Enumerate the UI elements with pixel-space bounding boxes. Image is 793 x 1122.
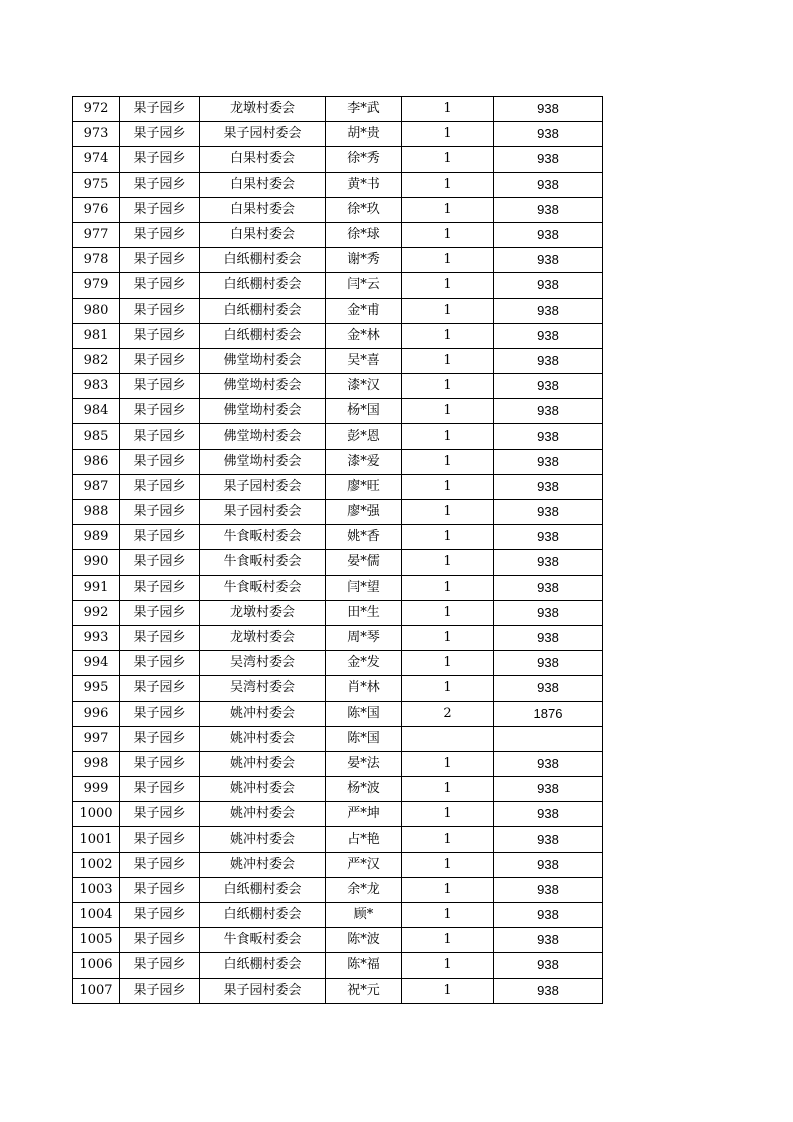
person-name-cell: 周*琴: [326, 625, 402, 650]
table-row: [73, 298, 603, 323]
amount-cell: 938: [494, 953, 603, 978]
row-number-cell: 986: [73, 449, 120, 474]
table-row: [73, 827, 603, 852]
amount-cell: 938: [494, 852, 603, 877]
table-row: [73, 449, 603, 474]
table-row: [73, 852, 603, 877]
row-number-cell: 998: [73, 751, 120, 776]
count-cell: 1: [402, 751, 494, 776]
count-cell: 1: [402, 172, 494, 197]
count-cell: 1: [402, 97, 494, 122]
count-cell: 1: [402, 500, 494, 525]
person-name-cell: 严*汉: [326, 852, 402, 877]
township-cell: 果子园乡: [120, 500, 200, 525]
village-committee-cell: 白纸棚村委会: [200, 298, 326, 323]
count-cell: 1: [402, 651, 494, 676]
township-cell: 果子园乡: [120, 676, 200, 701]
table-row: [73, 676, 603, 701]
table-row: [73, 928, 603, 953]
table-row: [73, 323, 603, 348]
person-name-cell: 陈*福: [326, 953, 402, 978]
table-row: [73, 172, 603, 197]
count-cell: 1: [402, 777, 494, 802]
amount-cell: 938: [494, 625, 603, 650]
row-number-cell: 987: [73, 474, 120, 499]
township-cell: 果子园乡: [120, 525, 200, 550]
row-number-cell: 978: [73, 248, 120, 273]
table-row: [73, 147, 603, 172]
person-name-cell: 陈*波: [326, 928, 402, 953]
village-committee-cell: 姚冲村委会: [200, 701, 326, 726]
village-committee-cell: 白纸棚村委会: [200, 903, 326, 928]
township-cell: 果子园乡: [120, 600, 200, 625]
table-row: [73, 625, 603, 650]
row-number-cell: 993: [73, 625, 120, 650]
row-number-cell: 974: [73, 147, 120, 172]
row-number-cell: 1007: [73, 978, 120, 1003]
row-number-cell: 1000: [73, 802, 120, 827]
amount-cell: 938: [494, 147, 603, 172]
count-cell: 1: [402, 903, 494, 928]
row-number-cell: 991: [73, 575, 120, 600]
row-number-cell: 972: [73, 97, 120, 122]
row-number-cell: 976: [73, 197, 120, 222]
township-cell: 果子园乡: [120, 777, 200, 802]
township-cell: 果子园乡: [120, 701, 200, 726]
township-cell: 果子园乡: [120, 197, 200, 222]
village-committee-cell: 姚冲村委会: [200, 827, 326, 852]
count-cell: 1: [402, 575, 494, 600]
count-cell: 1: [402, 978, 494, 1003]
row-number-cell: 990: [73, 550, 120, 575]
township-cell: 果子园乡: [120, 449, 200, 474]
village-committee-cell: 白果村委会: [200, 197, 326, 222]
township-cell: 果子园乡: [120, 424, 200, 449]
township-cell: 果子园乡: [120, 172, 200, 197]
person-name-cell: 漆*爱: [326, 449, 402, 474]
amount-cell: 938: [494, 424, 603, 449]
amount-cell: 938: [494, 399, 603, 424]
township-cell: 果子园乡: [120, 953, 200, 978]
table-row: [73, 978, 603, 1003]
row-number-cell: 989: [73, 525, 120, 550]
village-committee-cell: 龙墩村委会: [200, 625, 326, 650]
person-name-cell: 李*武: [326, 97, 402, 122]
township-cell: 果子园乡: [120, 248, 200, 273]
township-cell: 果子园乡: [120, 323, 200, 348]
village-committee-cell: 佛堂坳村委会: [200, 449, 326, 474]
township-cell: 果子园乡: [120, 474, 200, 499]
count-cell: 1: [402, 877, 494, 902]
row-number-cell: 1003: [73, 877, 120, 902]
amount-cell: 938: [494, 298, 603, 323]
person-name-cell: 彭*恩: [326, 424, 402, 449]
row-number-cell: 981: [73, 323, 120, 348]
count-cell: [402, 726, 494, 751]
person-name-cell: 闫*望: [326, 575, 402, 600]
village-committee-cell: 白果村委会: [200, 222, 326, 247]
amount-cell: 938: [494, 651, 603, 676]
table-row: [73, 500, 603, 525]
table-row: [73, 777, 603, 802]
village-committee-cell: 佛堂坳村委会: [200, 399, 326, 424]
table-row: [73, 122, 603, 147]
township-cell: 果子园乡: [120, 399, 200, 424]
table-row: [73, 600, 603, 625]
count-cell: 1: [402, 474, 494, 499]
row-number-cell: 994: [73, 651, 120, 676]
row-number-cell: 975: [73, 172, 120, 197]
township-cell: 果子园乡: [120, 928, 200, 953]
data-table-container: [72, 96, 603, 1004]
table-row: [73, 525, 603, 550]
count-cell: 1: [402, 248, 494, 273]
amount-cell: 938: [494, 928, 603, 953]
count-cell: 1: [402, 197, 494, 222]
table-row: [73, 248, 603, 273]
person-name-cell: 闫*云: [326, 273, 402, 298]
table-row: [73, 348, 603, 373]
township-cell: 果子园乡: [120, 726, 200, 751]
person-name-cell: 田*生: [326, 600, 402, 625]
row-number-cell: 999: [73, 777, 120, 802]
row-number-cell: 995: [73, 676, 120, 701]
village-committee-cell: 姚冲村委会: [200, 726, 326, 751]
township-cell: 果子园乡: [120, 575, 200, 600]
count-cell: 1: [402, 827, 494, 852]
table-row: [73, 802, 603, 827]
township-cell: 果子园乡: [120, 625, 200, 650]
amount-cell: 938: [494, 374, 603, 399]
village-committee-cell: 姚冲村委会: [200, 852, 326, 877]
person-name-cell: 金*发: [326, 651, 402, 676]
village-committee-cell: 姚冲村委会: [200, 751, 326, 776]
table-row: [73, 474, 603, 499]
village-committee-cell: 姚冲村委会: [200, 802, 326, 827]
person-name-cell: 杨*波: [326, 777, 402, 802]
table-body: [73, 97, 603, 1004]
person-name-cell: 廖*旺: [326, 474, 402, 499]
row-number-cell: 977: [73, 222, 120, 247]
person-name-cell: 徐*玖: [326, 197, 402, 222]
person-name-cell: 晏*法: [326, 751, 402, 776]
amount-cell: 938: [494, 222, 603, 247]
village-committee-cell: 吴湾村委会: [200, 676, 326, 701]
amount-cell: 938: [494, 500, 603, 525]
count-cell: 1: [402, 600, 494, 625]
amount-cell: 938: [494, 550, 603, 575]
amount-cell: 938: [494, 751, 603, 776]
table-row: [73, 424, 603, 449]
amount-cell: 938: [494, 525, 603, 550]
village-committee-cell: 姚冲村委会: [200, 777, 326, 802]
village-committee-cell: 牛食畈村委会: [200, 550, 326, 575]
person-name-cell: 漆*汉: [326, 374, 402, 399]
township-cell: 果子园乡: [120, 348, 200, 373]
count-cell: 1: [402, 147, 494, 172]
count-cell: 1: [402, 525, 494, 550]
amount-cell: 938: [494, 827, 603, 852]
count-cell: 1: [402, 298, 494, 323]
table-row: [73, 97, 603, 122]
person-name-cell: 廖*强: [326, 500, 402, 525]
amount-cell: 938: [494, 348, 603, 373]
count-cell: 1: [402, 852, 494, 877]
person-name-cell: 姚*香: [326, 525, 402, 550]
row-number-cell: 979: [73, 273, 120, 298]
village-committee-cell: 白纸棚村委会: [200, 323, 326, 348]
row-number-cell: 997: [73, 726, 120, 751]
village-committee-cell: 白纸棚村委会: [200, 953, 326, 978]
amount-cell: [494, 726, 603, 751]
village-committee-cell: 吴湾村委会: [200, 651, 326, 676]
amount-cell: 938: [494, 273, 603, 298]
township-cell: 果子园乡: [120, 903, 200, 928]
amount-cell: 1876: [494, 701, 603, 726]
count-cell: 1: [402, 550, 494, 575]
amount-cell: 938: [494, 197, 603, 222]
amount-cell: 938: [494, 877, 603, 902]
count-cell: 1: [402, 953, 494, 978]
township-cell: 果子园乡: [120, 827, 200, 852]
township-cell: 果子园乡: [120, 751, 200, 776]
amount-cell: 938: [494, 172, 603, 197]
village-committee-cell: 牛食畈村委会: [200, 575, 326, 600]
village-committee-cell: 果子园村委会: [200, 122, 326, 147]
table-row: [73, 877, 603, 902]
township-cell: 果子园乡: [120, 122, 200, 147]
row-number-cell: 1002: [73, 852, 120, 877]
table-row: [73, 222, 603, 247]
table-row: [73, 575, 603, 600]
count-cell: 1: [402, 222, 494, 247]
person-name-cell: 严*坤: [326, 802, 402, 827]
table-row: [73, 197, 603, 222]
count-cell: 1: [402, 625, 494, 650]
township-cell: 果子园乡: [120, 651, 200, 676]
row-number-cell: 996: [73, 701, 120, 726]
township-cell: 果子园乡: [120, 550, 200, 575]
count-cell: 1: [402, 449, 494, 474]
count-cell: 1: [402, 399, 494, 424]
person-name-cell: 杨*国: [326, 399, 402, 424]
row-number-cell: 1001: [73, 827, 120, 852]
amount-cell: 938: [494, 474, 603, 499]
person-name-cell: 占*艳: [326, 827, 402, 852]
amount-cell: 938: [494, 97, 603, 122]
count-cell: 2: [402, 701, 494, 726]
amount-cell: 938: [494, 575, 603, 600]
count-cell: 1: [402, 676, 494, 701]
township-cell: 果子园乡: [120, 222, 200, 247]
township-cell: 果子园乡: [120, 802, 200, 827]
row-number-cell: 1005: [73, 928, 120, 953]
village-committee-cell: 白纸棚村委会: [200, 877, 326, 902]
count-cell: 1: [402, 348, 494, 373]
count-cell: 1: [402, 802, 494, 827]
row-number-cell: 1006: [73, 953, 120, 978]
row-number-cell: 992: [73, 600, 120, 625]
row-number-cell: 982: [73, 348, 120, 373]
township-cell: 果子园乡: [120, 147, 200, 172]
row-number-cell: 1004: [73, 903, 120, 928]
village-committee-cell: 佛堂坳村委会: [200, 348, 326, 373]
count-cell: 1: [402, 928, 494, 953]
amount-cell: 938: [494, 122, 603, 147]
amount-cell: 938: [494, 903, 603, 928]
person-name-cell: 谢*秀: [326, 248, 402, 273]
table-row: [73, 726, 603, 751]
table-row: [73, 751, 603, 776]
amount-cell: 938: [494, 449, 603, 474]
amount-cell: 938: [494, 248, 603, 273]
township-cell: 果子园乡: [120, 97, 200, 122]
table-row: [73, 651, 603, 676]
amount-cell: 938: [494, 600, 603, 625]
table-row: [73, 273, 603, 298]
row-number-cell: 985: [73, 424, 120, 449]
amount-cell: 938: [494, 978, 603, 1003]
amount-cell: 938: [494, 323, 603, 348]
count-cell: 1: [402, 323, 494, 348]
village-committee-cell: 龙墩村委会: [200, 600, 326, 625]
table-row: [73, 701, 603, 726]
table-row: [73, 374, 603, 399]
person-name-cell: 顾*: [326, 903, 402, 928]
table-row: [73, 903, 603, 928]
village-committee-cell: 佛堂坳村委会: [200, 424, 326, 449]
table-row: [73, 953, 603, 978]
person-name-cell: 吴*喜: [326, 348, 402, 373]
village-committee-cell: 牛食畈村委会: [200, 525, 326, 550]
township-cell: 果子园乡: [120, 374, 200, 399]
township-cell: 果子园乡: [120, 978, 200, 1003]
row-number-cell: 983: [73, 374, 120, 399]
village-committee-cell: 果子园村委会: [200, 500, 326, 525]
person-name-cell: 陈*国: [326, 726, 402, 751]
count-cell: 1: [402, 273, 494, 298]
village-committee-cell: 白果村委会: [200, 147, 326, 172]
person-name-cell: 黄*书: [326, 172, 402, 197]
person-name-cell: 徐*秀: [326, 147, 402, 172]
township-cell: 果子园乡: [120, 273, 200, 298]
person-name-cell: 余*龙: [326, 877, 402, 902]
township-cell: 果子园乡: [120, 298, 200, 323]
village-committee-cell: 牛食畈村委会: [200, 928, 326, 953]
village-committee-cell: 果子园村委会: [200, 978, 326, 1003]
count-cell: 1: [402, 424, 494, 449]
person-name-cell: 金*林: [326, 323, 402, 348]
person-name-cell: 金*甫: [326, 298, 402, 323]
amount-cell: 938: [494, 802, 603, 827]
person-name-cell: 祝*元: [326, 978, 402, 1003]
village-committee-cell: 白果村委会: [200, 172, 326, 197]
person-name-cell: 晏*儒: [326, 550, 402, 575]
table-row: [73, 550, 603, 575]
row-number-cell: 984: [73, 399, 120, 424]
row-number-cell: 988: [73, 500, 120, 525]
village-committee-cell: 龙墩村委会: [200, 97, 326, 122]
count-cell: 1: [402, 374, 494, 399]
table-row: [73, 399, 603, 424]
village-committee-cell: 佛堂坳村委会: [200, 374, 326, 399]
township-cell: 果子园乡: [120, 877, 200, 902]
row-number-cell: 973: [73, 122, 120, 147]
data-table: [72, 96, 603, 1004]
person-name-cell: 陈*国: [326, 701, 402, 726]
count-cell: 1: [402, 122, 494, 147]
village-committee-cell: 白纸棚村委会: [200, 273, 326, 298]
village-committee-cell: 白纸棚村委会: [200, 248, 326, 273]
person-name-cell: 肖*林: [326, 676, 402, 701]
row-number-cell: 980: [73, 298, 120, 323]
person-name-cell: 徐*球: [326, 222, 402, 247]
village-committee-cell: 果子园村委会: [200, 474, 326, 499]
township-cell: 果子园乡: [120, 852, 200, 877]
person-name-cell: 胡*贵: [326, 122, 402, 147]
amount-cell: 938: [494, 676, 603, 701]
amount-cell: 938: [494, 777, 603, 802]
